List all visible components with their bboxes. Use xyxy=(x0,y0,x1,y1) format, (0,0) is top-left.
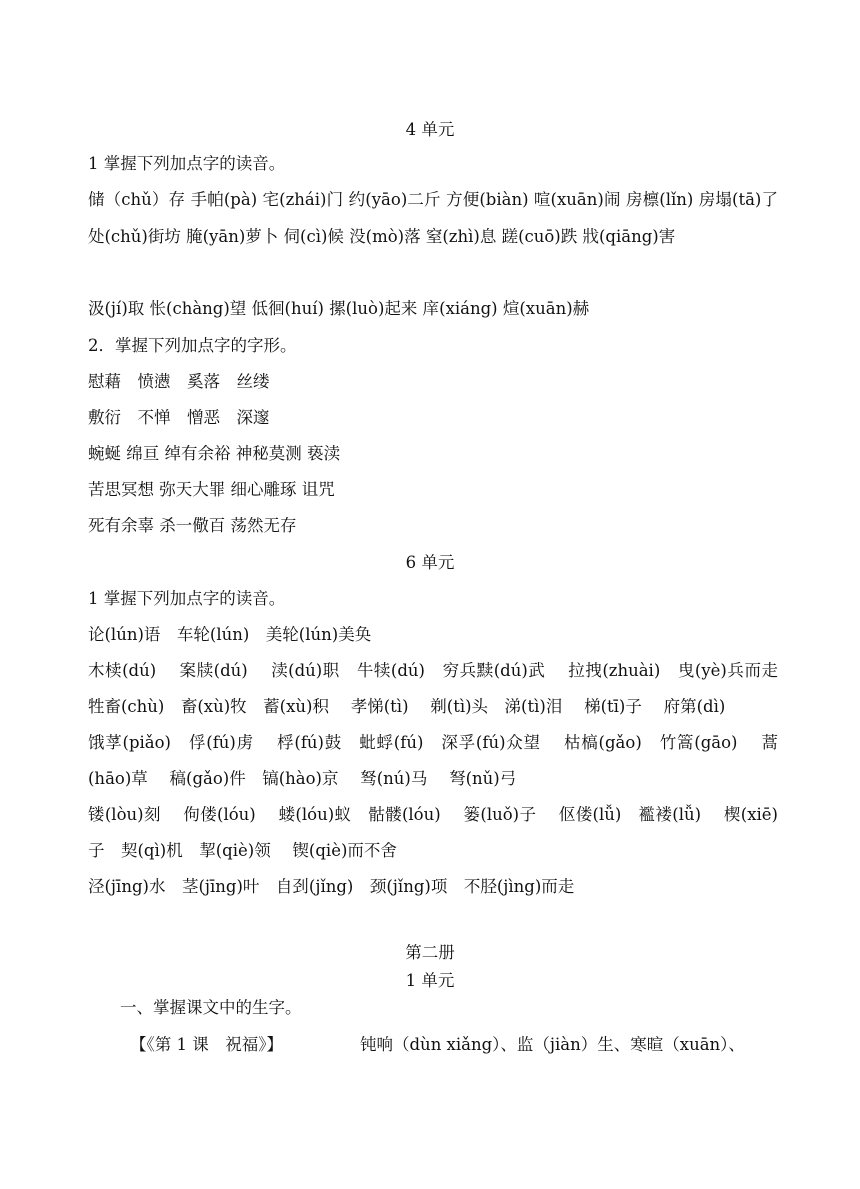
unit-4-shape-line-4: 苦思冥想 弥天大罪 细心雕琢 诅咒 xyxy=(88,480,335,499)
unit-6-line-3: 饿莩(piǎo) 俘(fú)虏 桴(fú)鼓 蚍蜉(fú) 深孚(fú)众望 枯槁(gǎo) 竹篙(gāo) 蒿(hāo)草 稿(gǎo)件 镐(hào)京 驽(nú)马 弩(nǔ)弓 xyxy=(88,733,778,788)
book-2-instruction: 一、掌握课文中的生字。 xyxy=(120,998,302,1017)
unit-6-heading: 6 单元 xyxy=(405,553,455,572)
unit-4-shape-line-5: 死有余辜 杀一儆百 荡然无存 xyxy=(88,516,297,535)
unit-6-line-1: 论(lún)语 车轮(lún) 美轮(lún)美奂 xyxy=(88,625,372,644)
unit-4-reading-paragraph-2: 汲(jí)取 怅(chàng)望 低徊(huí) 摞(luò)起来 庠(xiáng) 煊(xuān)赫 xyxy=(88,299,590,318)
lesson-1-words: 钝响（dùn xiǎng）、监（jiàn）生、寒暄（xuān）、 xyxy=(360,1035,745,1054)
book-2-title: 第二册 xyxy=(405,943,455,962)
unit-6-line-5: 泾(jīng)水 茎(jīng)叶 自刭(jǐng) 颈(jǐng)项 不胫(jìng)而走 xyxy=(88,877,575,896)
unit-6-line-4: 镂(lòu)刻 佝偻(lóu) 蝼(lóu)蚁 骷髅(lóu) 篓(luǒ)子 伛偻(lǚ) 襤褛(lǚ) 楔(xiē)子 契(qì)机 挈(qiè)领 锲(qiè)而不舍 xyxy=(88,805,778,860)
unit-4-reading-paragraph-1: 储（chǔ）存 手帕(pà) 宅(zhái)门 约(yāo)二斤 方便(biàn) 喧(xuān)闹 房檩(lǐn) 房塌(tā)了 处(chǔ)街坊 腌(yān)萝卜 伺(cì)候 没(mò)落 窒(zhì)息 蹉(cuō)跌 戕(qiāng)害 xyxy=(88,190,778,246)
unit-4-shape-line-1: 慰藉 愤懑 奚落 丝缕 xyxy=(88,372,270,391)
unit-4-shape-line-3: 蜿蜒 绵亘 绰有余裕 神秘莫测 亵渎 xyxy=(88,444,340,463)
unit-4-heading: 4 单元 xyxy=(405,120,455,139)
unit-4-question-2: 2．掌握下列加点字的字形。 xyxy=(88,336,297,355)
book-2-unit-heading: 1 单元 xyxy=(405,971,455,990)
unit-6-line-2: 木椟(dú) 案牍(dú) 渎(dú)职 牛犊(dú) 穷兵黩(dú)武 拉拽(zhuài) 曳(yè)兵而走 牲畜(chù) 畜(xù)牧 蓄(xù)积 孝悌(tì) 剃(tì)头 涕(tì)泪 梯(tī)子 府第(dì) xyxy=(88,661,795,716)
unit-4-question-1: 1 掌握下列加点字的读音。 xyxy=(88,154,286,173)
unit-4-shape-line-2: 敷衍 不惮 憎恶 深邃 xyxy=(88,408,270,427)
lesson-1-label: 【《第 1 课 祝福》】 xyxy=(130,1035,283,1054)
unit-6-question-1: 1 掌握下列加点字的读音。 xyxy=(88,589,286,608)
